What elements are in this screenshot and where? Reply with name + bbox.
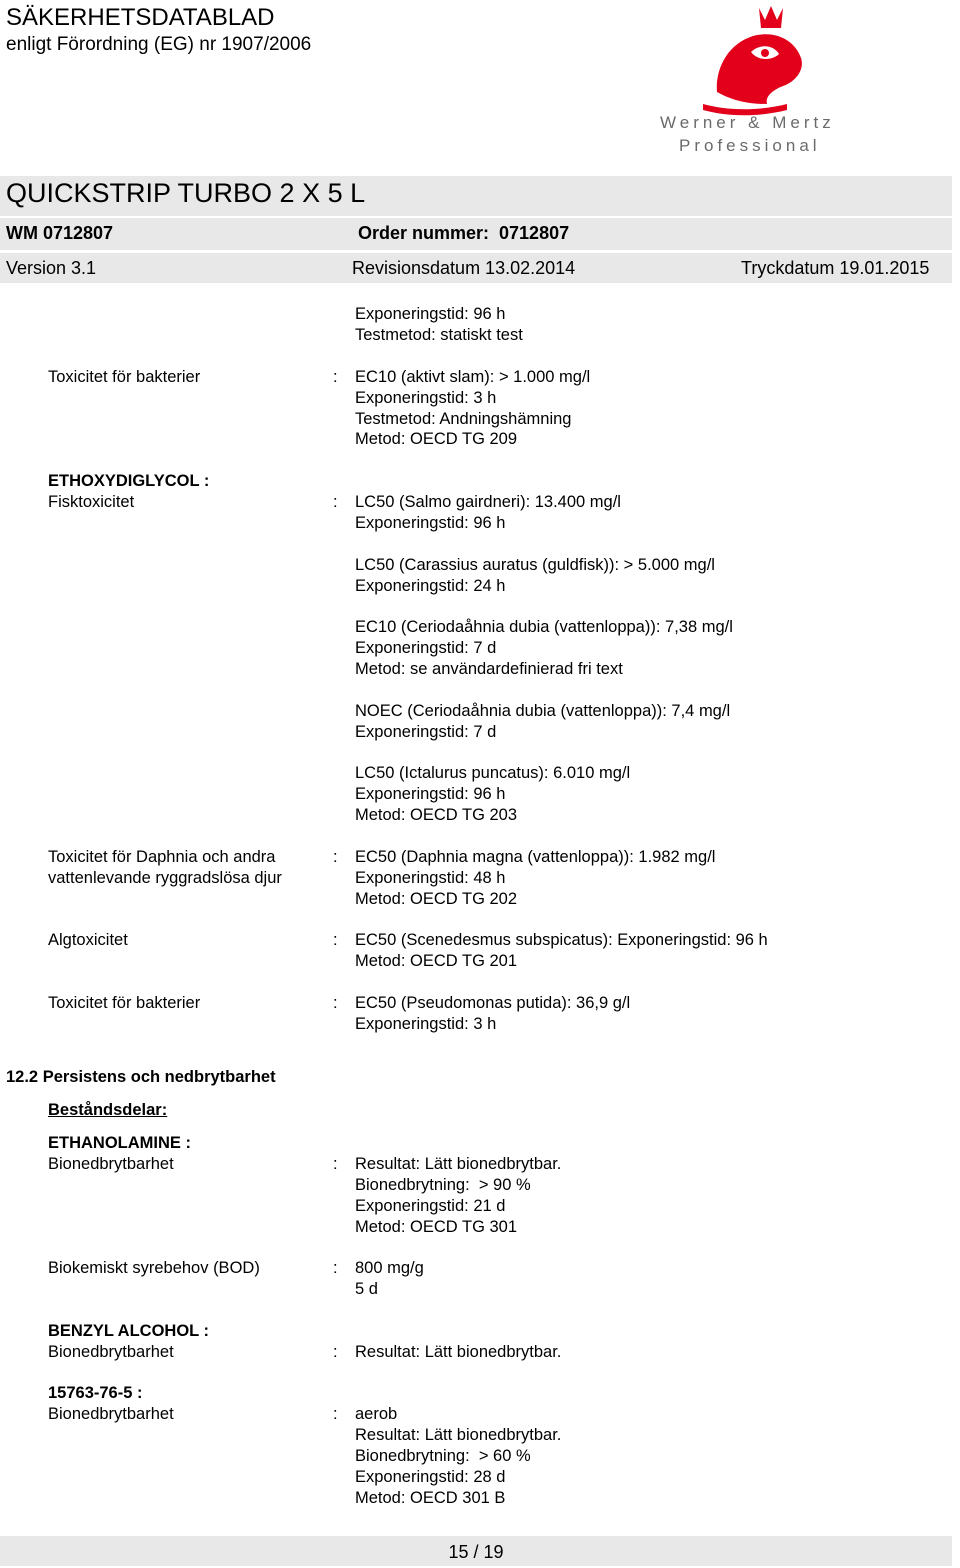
value-line: EC10 (Ceriodaåhnia dubia (vattenloppa)): 7,38 mg/l (355, 618, 733, 636)
value-line: Testmetod: statiskt test (355, 326, 523, 344)
value-line: aerob (355, 1405, 398, 1423)
property-label: Biokemiskt syrebehov (BOD) (48, 1259, 260, 1277)
value-line: LC50 (Ictalurus puncatus): 6.010 mg/l (355, 764, 631, 782)
substance-heading: BENZYL ALCOHOL : (48, 1322, 210, 1340)
value-line: Exponeringstid: 28 d (355, 1468, 506, 1486)
page-number: 15 / 19 (448, 1542, 504, 1562)
value-line: Metod: se användardefinierad fri text (355, 660, 623, 678)
value-line: Metod: OECD TG 202 (355, 890, 518, 908)
wm-number: WM 0712807 (6, 223, 114, 243)
colon: : (333, 848, 338, 866)
colon: : (333, 368, 338, 386)
value-line: Exponeringstid: 96 h (355, 514, 506, 532)
revision-date: Revisionsdatum 13.02.2014 (352, 258, 576, 278)
colon: : (333, 1259, 338, 1277)
logo-text-line2: Professional (679, 136, 821, 155)
value-line: Metod: OECD TG 301 (355, 1218, 518, 1236)
value-line: LC50 (Salmo gairdneri): 13.400 mg/l (355, 493, 621, 511)
document-title: SÄKERHETSDATABLAD (6, 4, 275, 31)
document-subtitle: enligt Förordning (EG) nr 1907/2006 (6, 34, 312, 55)
value-line: EC50 (Daphnia magna (vattenloppa)): 1.982 mg/l (355, 848, 716, 866)
print-date: Tryckdatum 19.01.2015 (741, 258, 930, 278)
property-label: Bionedbrytbarhet (48, 1155, 174, 1173)
frog-logo-icon (655, 0, 855, 160)
value-line: Metod: OECD TG 203 (355, 806, 518, 824)
order-number: Order nummer: 0712807 (358, 223, 570, 243)
property-label: Algtoxicitet (48, 931, 128, 949)
product-name: QUICKSTRIP TURBO 2 X 5 L (6, 178, 366, 208)
property-label: Fisktoxicitet (48, 493, 135, 511)
components-heading: Beståndsdelar: (48, 1101, 168, 1119)
colon: : (333, 994, 338, 1012)
value-line: 800 mg/g (355, 1259, 424, 1277)
colon: : (333, 931, 338, 949)
value-line: Exponeringstid: 24 h (355, 577, 506, 595)
value-line: Bionedbrytning: > 60 % (355, 1447, 531, 1465)
value-line: Exponeringstid: 21 d (355, 1197, 506, 1215)
value-line: EC50 (Scenedesmus subspicatus): Exponeringstid: 96 h (355, 931, 768, 949)
property-label: Bionedbrytbarhet (48, 1343, 174, 1361)
property-label: vattenlevande ryggradslösa djur (48, 869, 282, 887)
value-line: NOEC (Ceriodaåhnia dubia (vattenloppa)): 7,4 mg/l (355, 702, 731, 720)
value-line: Exponeringstid: 3 h (355, 389, 497, 407)
property-label: Toxicitet för bakterier (48, 368, 201, 386)
property-label: Toxicitet för bakterier (48, 994, 201, 1012)
value-line: Metod: OECD TG 201 (355, 952, 518, 970)
value-line: Bionedbrytning: > 90 % (355, 1176, 531, 1194)
value-line: 5 d (355, 1280, 378, 1298)
value-line: EC10 (aktivt slam): > 1.000 mg/l (355, 368, 591, 386)
substance-heading: ETHOXYDIGLYCOL : (48, 472, 210, 490)
colon: : (333, 1155, 338, 1173)
colon: : (333, 1343, 338, 1361)
property-label: Toxicitet för Daphnia och andra (48, 848, 276, 866)
value-line: Resultat: Lätt bionedbrytbar. (355, 1155, 562, 1173)
value-line: Testmetod: Andningshämning (355, 410, 572, 428)
version: Version 3.1 (6, 258, 97, 278)
value-line: LC50 (Carassius auratus (guldfisk)): > 5.000 mg/l (355, 556, 715, 574)
value-line: Resultat: Lätt bionedbrytbar. (355, 1343, 562, 1361)
substance-heading: 15763-76-5 : (48, 1384, 143, 1402)
value-line: Exponeringstid: 3 h (355, 1015, 497, 1033)
value-line: Exponeringstid: 96 h (355, 785, 506, 803)
colon: : (333, 1405, 338, 1423)
colon: : (333, 493, 338, 511)
value-line: Exponeringstid: 96 h (355, 305, 506, 323)
werner-mertz-logo (655, 0, 855, 160)
property-label: Bionedbrytbarhet (48, 1405, 174, 1423)
section-heading: 12.2 Persistens och nedbrytbarhet (6, 1068, 276, 1086)
value-line: Exponeringstid: 7 d (355, 723, 497, 741)
value-line: Exponeringstid: 48 h (355, 869, 506, 887)
logo-text-line1: Werner & Mertz (660, 113, 835, 132)
value-line: Exponeringstid: 7 d (355, 639, 497, 657)
value-line: EC50 (Pseudomonas putida): 36,9 g/l (355, 994, 631, 1012)
value-line: Metod: OECD TG 209 (355, 430, 518, 448)
value-line: Metod: OECD 301 B (355, 1489, 506, 1507)
value-line: Resultat: Lätt bionedbrytbar. (355, 1426, 562, 1444)
substance-heading: ETHANOLAMINE : (48, 1134, 191, 1152)
